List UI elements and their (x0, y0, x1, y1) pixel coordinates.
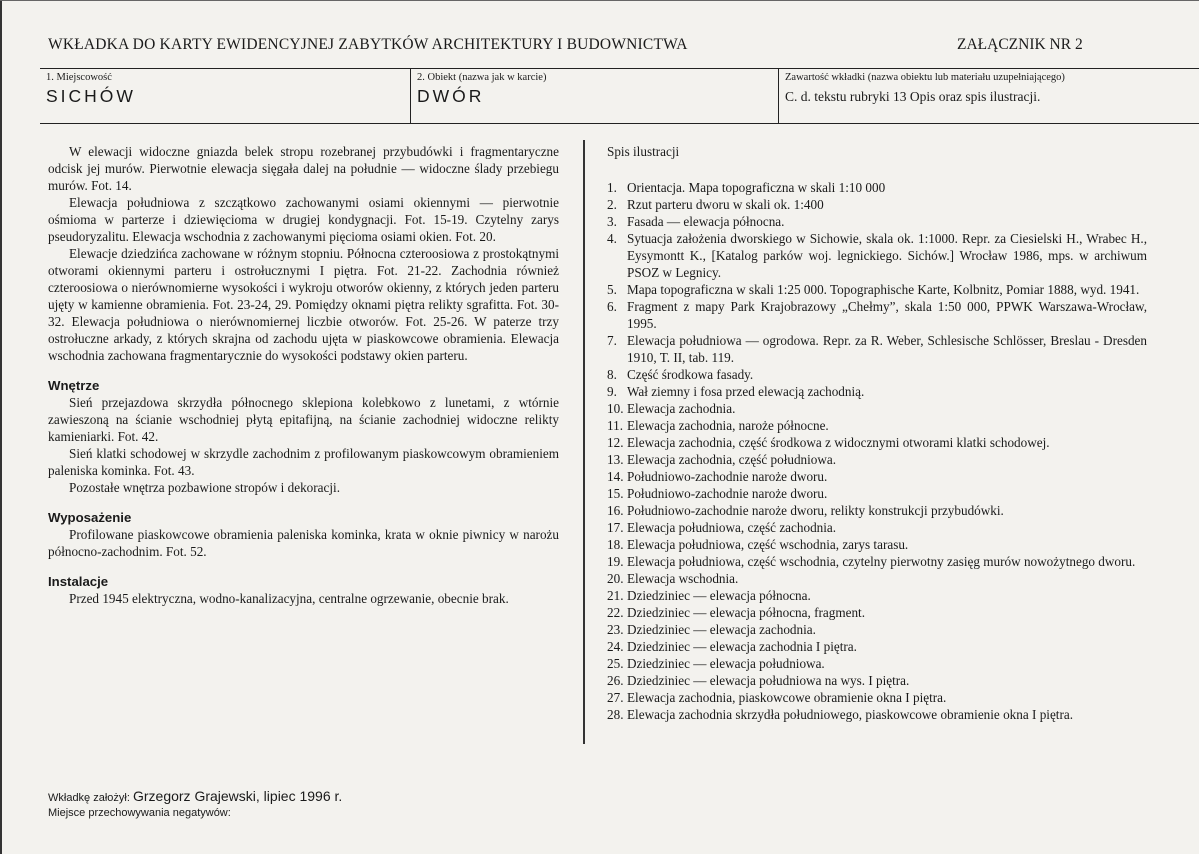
illustration-caption: Elewacja południowa, część zachodnia. (627, 520, 837, 535)
illustration-caption: Elewacja zachodnia, piaskowcowe obramienie okna I piętra. (627, 690, 947, 705)
illustration-caption: Dziedziniec — elewacja południowa na wys. I piętra. (627, 673, 910, 688)
illustration-number: 12. (607, 435, 624, 450)
illustration-number: 1. (607, 180, 617, 195)
illustration-item (607, 298, 1147, 332)
illustration-caption: Dziedziniec — elewacja południowa. (627, 656, 825, 671)
illustration-caption: Elewacja zachodnia skrzydła południowego, piaskowcowe obramienie okna I piętra. (627, 707, 1074, 722)
illustration-number: 26. (607, 673, 624, 688)
illustration-number: 18. (607, 537, 624, 552)
annex-number: ZAŁĄCZNIK NR 2 (957, 36, 1083, 53)
illustration-number: 21. (607, 588, 624, 603)
illustration-item (607, 553, 1147, 570)
illustration-item (607, 230, 1147, 281)
illustration-item (607, 179, 1147, 196)
section-heading-installations: Instalacje (48, 574, 109, 589)
illustration-number: 19. (607, 554, 624, 569)
top-edge (0, 0, 1199, 1)
illustration-caption: Sytuacja założenia dworskiego w Sichowie, skala ok. 1:1000. Repr. za Ciesielski H., Wrabec H., Eysymontt K., [Katalog parków woj. legnickiego. Sichów.] Wrocław 1986, mps. w archiwum PSOZ w Legnicy. (627, 231, 1147, 280)
founded-value: Grzegorz Grajewski, lipiec 1996 r. (132, 788, 343, 804)
content-value: C. d. tekstu rubryki 13 Opis oraz spis ilustracji. (785, 89, 1041, 104)
illustration-caption: Dziedziniec — elewacja północna. (627, 588, 811, 603)
illustration-item (607, 468, 1147, 485)
illustration-caption: Elewacja zachodnia, naroże północne. (627, 418, 829, 433)
founded-line (48, 788, 342, 804)
illustration-item (607, 655, 1147, 672)
illustration-number: 16. (607, 503, 624, 518)
illustration-caption: Elewacja zachodnia, część południowa. (627, 452, 837, 467)
illustration-number: 27. (607, 690, 624, 705)
illustration-item (607, 196, 1147, 213)
illustration-number: 11. (607, 418, 623, 433)
illustration-number: 7. (607, 333, 617, 348)
illustration-caption: Część środkowa fasady. (627, 367, 754, 382)
illustration-caption: Fasada — elewacja północna. (627, 214, 785, 229)
illustration-number: 8. (607, 367, 617, 382)
illustration-number: 24. (607, 639, 624, 654)
illustration-number: 3. (607, 214, 617, 229)
column-divider (583, 140, 585, 744)
content-field (778, 68, 1199, 124)
illustration-item (607, 332, 1147, 366)
illustration-item (607, 587, 1147, 604)
illustration-caption: Dziedziniec — elewacja zachodnia. (627, 622, 816, 637)
illustration-number: 23. (607, 622, 624, 637)
illustration-caption: Dziedziniec — elewacja zachodnia I piętra. (627, 639, 857, 654)
illustration-caption: Południowo-zachodnie naroże dworu. (627, 486, 828, 501)
illustration-number: 22. (607, 605, 624, 620)
illustration-number: 28. (607, 707, 624, 722)
object-value: DWÓR (417, 86, 485, 106)
illustration-item (607, 621, 1147, 638)
illustration-caption: Elewacja południowa — ogrodowa. Repr. za R. Weber, Schlesische Schlösser, Breslau - Dresden 1910, T. II, tab. 119. (627, 333, 1147, 365)
illustration-caption: Mapa topograficzna w skali 1:25 000. Topographische Karte, Kolbnitz, Pomiar 1888, wyd. 1941. (627, 282, 1140, 297)
section-paragraph: Sień klatki schodowej w skrzydle zachodnim z profilowanym piaskowcowym obramieniem paleniska kominka. Fot. 43. (48, 446, 559, 478)
illustration-number: 17. (607, 520, 624, 535)
section-paragraph: Pozostałe wnętrza pozbawione stropów i dekoracji. (69, 480, 340, 495)
object-label: 2. Obiekt (nazwa jak w karcie) (417, 72, 547, 83)
illustration-caption: Elewacja południowa, część wschodnia, czytelny pierwotny zasięg murów nowożytnego dworu. (627, 554, 1136, 569)
section-heading-furnishings: Wyposażenie (48, 510, 132, 525)
illustration-caption: Elewacja zachodnia. (627, 401, 736, 416)
illustration-item (607, 519, 1147, 536)
illustration-caption: Dziedziniec — elewacja północna, fragment. (627, 605, 865, 620)
left-edge (0, 0, 2, 854)
illustrations-list (607, 179, 1147, 723)
illustration-caption: Orientacja. Mapa topograficzna w skali 1:10 000 (627, 180, 886, 195)
founded-label: Wkładkę założył: (48, 792, 130, 804)
illustration-item (607, 417, 1147, 434)
illustration-item (607, 536, 1147, 553)
illustration-caption: Elewacja zachodnia, część środkowa z widocznymi otworami klatki schodowej. (627, 435, 1050, 450)
illustration-item (607, 689, 1147, 706)
illustration-caption: Elewacja południowa, część wschodnia, zarys tarasu. (627, 537, 909, 552)
place-field (40, 68, 410, 124)
illustration-item (607, 604, 1147, 621)
illustration-number: 25. (607, 656, 624, 671)
illustration-number: 13. (607, 452, 624, 467)
section-heading-interior: Wnętrze (48, 378, 100, 393)
illustrations-column (607, 143, 1147, 723)
illustration-number: 6. (607, 299, 617, 314)
illustration-item (607, 281, 1147, 298)
illustration-number: 15. (607, 486, 624, 501)
description-paragraph: Elewacje dziedzińca zachowane w różnym stopniu. Północna czteroosiowa z prostokątnymi otworami okiennymi parteru i ostrołucznymi I piętra. Fot. 21-22. Zachodnia również czteroosiowa o nierównomierne wysokości i wykroju otworów okienny, z których jeden parteru ujęty w kamienne obramienia. Fot. 23-24, 29. Pomiędzy oknami piętra relikty sgrafitta. Fot. 30-32. Elewacja południowa o nierównomiernej liczbie otworów. Fot. 25-26. W paterze trzy ostrołuczne arkady, z których skrajna od zachodu ujęta w piaskowcowe obramienia. Elewacja wschodnia zachowana fragmentarycznie do wysokości podstawy okien parteru. (48, 246, 559, 363)
illustration-item (607, 434, 1147, 451)
illustration-item (607, 672, 1147, 689)
illustration-item (607, 213, 1147, 230)
illustration-caption: Południowo-zachodnie naroże dworu, relikty konstrukcji przybudówki. (627, 503, 1004, 518)
illustration-caption: Elewacja wschodnia. (627, 571, 739, 586)
illustration-number: 10. (607, 401, 624, 416)
content-label: Zawartość wkładki (nazwa obiektu lub materiału uzupełniającego) (785, 72, 1065, 83)
illustrations-heading: Spis ilustracji (607, 144, 680, 159)
illustration-caption: Fragment z mapy Park Krajobrazowy „Chełmy”, skala 1:50 000, PPWK Warszawa-Wrocław, 1995. (627, 299, 1147, 331)
illustration-item (607, 383, 1147, 400)
illustration-number: 5. (607, 282, 617, 297)
illustration-caption: Rzut parteru dworu w skali ok. 1:400 (627, 197, 824, 212)
section-paragraph: Profilowane piaskowcowe obramienia paleniska kominka, krata w oknie piwnicy w narożu północno-zachodnim. Fot. 52. (48, 527, 559, 559)
illustration-item (607, 638, 1147, 655)
illustration-caption: Południowo-zachodnie naroże dworu. (627, 469, 828, 484)
illustration-item (607, 400, 1147, 417)
illustration-number: 2. (607, 197, 617, 212)
place-label: 1. Miejscowość (46, 72, 112, 83)
illustration-number: 14. (607, 469, 624, 484)
section-paragraph: Sień przejazdowa skrzydła północnego sklepiona kolebkowo z lunetami, z wtórnie zawieszoną na ścianie wschodniej płytą epitafijną, na ścianie zachodniej widoczne relikty kamieniarki. Fot. 42. (48, 395, 559, 444)
illustration-item (607, 485, 1147, 502)
illustration-item (607, 502, 1147, 519)
illustration-number: 4. (607, 231, 617, 246)
illustration-number: 20. (607, 571, 624, 586)
description-column (48, 143, 559, 607)
illustration-caption: Wał ziemny i fosa przed elewacją zachodnią. (627, 384, 865, 399)
illustration-item (607, 451, 1147, 468)
negatives-label: Miejsce przechowywania negatywów: (48, 807, 231, 819)
illustration-item (607, 570, 1147, 587)
illustration-item (607, 366, 1147, 383)
section-paragraph: Przed 1945 elektryczna, wodno-kanalizacyjna, centralne ogrzewanie, obecnie brak. (69, 591, 509, 606)
illustration-number: 9. (607, 384, 617, 399)
object-field (410, 68, 779, 124)
document-title: WKŁADKA DO KARTY EWIDENCYJNEJ ZABYTKÓW ARCHITEKTURY I BUDOWNICTWA (48, 36, 688, 53)
place-value: SICHÓW (46, 86, 136, 106)
description-paragraph: Elewacja południowa z szczątkowo zachowanymi osiami okiennymi — pierwotnie ośmioma w parterze i dziewięcioma w drugiej kondygnacji. Fot. 15-19. Czytelny zarys pseudoryzalitu. Elewacja wschodnia z zachowanymi pięcioma osiami okien. Fot. 20. (48, 195, 559, 244)
description-paragraph: W elewacji widoczne gniazda belek stropu rozebranej przybudówki i fragmentaryczne odcisk jej murów. Pierwotnie elewacja sięgała dalej na południe — widoczne ślady przebiegu murów. Fot. 14. (48, 144, 559, 193)
illustration-item (607, 706, 1147, 723)
